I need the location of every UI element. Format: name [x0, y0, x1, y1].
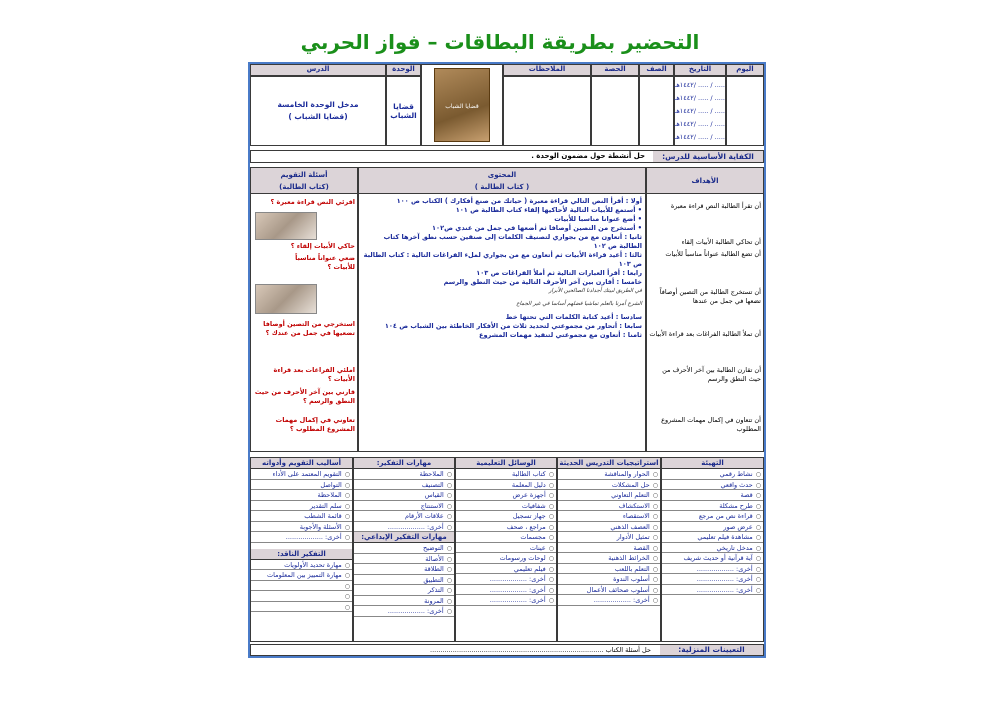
aid-option[interactable]: ○جهاز تسجيل	[456, 511, 556, 522]
strategy-option[interactable]: ○التعلم باللعب	[558, 564, 660, 575]
evaluation-option[interactable]: ○أخرى: ..................	[251, 532, 352, 543]
intro-column	[661, 457, 764, 642]
handwriting-sample-2: الشرع أمرنا بالعلم تماشيا فضلهم أساسا في غير الجماع	[516, 301, 642, 307]
day-column	[726, 76, 764, 146]
evaluation-option[interactable]: ○قائمة الشطب	[251, 511, 352, 522]
aid-option[interactable]: ○فيلم تعليمي	[456, 564, 556, 575]
thinking-option[interactable]: ○الاستنتاج	[354, 501, 454, 512]
evaluation-option[interactable]: ○التواصل	[251, 480, 352, 491]
intro-option[interactable]: ○عرض صور	[662, 522, 763, 533]
assessment-photo-1	[255, 212, 317, 240]
content-line: رابعا : أقرأ العبارات التالية ثم أملأ الفراغات ص ١٠٣	[476, 269, 642, 277]
assessment-item: حاكي الأبيات إلقاء ؟	[290, 242, 355, 250]
content-subtitle: ( كتاب الطالبة )	[474, 183, 530, 191]
intro-option[interactable]: ○نشاط رقمي	[662, 469, 763, 480]
aid-option[interactable]: ○مجسمات	[456, 532, 556, 543]
objective-item: أن تقارن الطالبة بين آخر الأحرف من حيث النطق والرسم	[662, 366, 761, 383]
strategy-option[interactable]: ○تمثيل الأدوار	[558, 532, 660, 543]
critical-option[interactable]: ○مهارة تحديد الأولويات	[251, 560, 352, 571]
objective-item: أن تتعاون في إكمال مهمات المشروع المطلوب	[661, 416, 761, 433]
creative-option[interactable]: ○المرونة	[354, 596, 454, 607]
creative-title: مهارات التفكير الإبداعي:	[354, 532, 454, 543]
assessment-item: تعاوني في إكمال مهمات المشروع المطلوب ؟	[275, 416, 355, 433]
date-row: ..... / ..... /١٤٤٢هـ	[674, 120, 725, 128]
aid-option[interactable]: ○مراجع ، صحف	[456, 522, 556, 533]
evaluation-option[interactable]: ○الملاحظة	[251, 490, 352, 501]
thinking-option[interactable]: ○التصنيف	[354, 480, 454, 491]
date-row: ..... / ..... /١٤٤٢هـ	[674, 133, 725, 141]
evaluation-option[interactable]: ○سلم التقدير	[251, 501, 352, 512]
critical-title: التفكير الناقد:	[251, 549, 352, 560]
content-line: سابعا : أتحاور من مجموعتي لتحديد ثلاث من الأفكار الخاطئة بين الشباب ص ١٠٤	[384, 322, 642, 330]
intro-option[interactable]: ○قصة	[662, 490, 763, 501]
period-column	[591, 76, 639, 146]
date-row: ..... / ..... /١٤٤٢هـ	[674, 81, 725, 89]
notes-column	[503, 76, 591, 146]
critical-option[interactable]: ○مهارة التمييز بين المعلومات	[251, 570, 352, 581]
creative-option[interactable]: ○الأصالة	[354, 554, 454, 565]
critical-option[interactable]: ○	[251, 581, 352, 592]
assessment-item: استخرجي من التصين أوصافا تضعيها في جمل من عندك ؟	[263, 320, 355, 337]
critical-option[interactable]: ○	[251, 602, 352, 613]
unit-value: قضايا الشباب	[390, 102, 417, 120]
aids-title: الوسائل التعليمية	[456, 458, 556, 469]
intro-option[interactable]: ○مشاهدة فيلم تعليمي	[662, 532, 763, 543]
content-header	[359, 168, 645, 194]
objectives-title: الأهداف	[647, 168, 763, 194]
creative-option[interactable]: ○أخرى: ..................	[354, 606, 454, 617]
creative-option[interactable]: ○الطلاقة	[354, 564, 454, 575]
aid-option[interactable]: ○عينات	[456, 543, 556, 554]
period-header: الحصة	[591, 64, 639, 76]
assessment-item: قارني بين آخر الأحرف من حيث النطق والرسم ؟	[254, 388, 355, 405]
assessment-title: أسئلة التقويم	[280, 171, 328, 179]
lesson-value-cell	[250, 76, 386, 146]
strategies-title: استراتيجيات التدريس الحديثة	[559, 459, 659, 467]
aid-option[interactable]: ○أجهزة عرض	[456, 490, 556, 501]
date-row: ..... / ..... /١٤٤٢هـ	[674, 94, 725, 102]
strategies-column	[557, 457, 661, 642]
content-line: ثامنا : أتعاون مع مجموعتي لتنفيذ مهمات المشروع	[478, 331, 642, 339]
content-line: ثانيا : أتعاون مع من بجواري لتصنيف الكلمات إلى صنفين حسب نطق آخرها كتاب الطالبة ص ١٠٢	[383, 233, 642, 250]
objective-item: أن تحاكي الطالبة الأبيات إلقاء	[681, 238, 761, 246]
strategy-option[interactable]: ○حل المشكلات	[558, 480, 660, 491]
critical-option[interactable]: ○	[251, 591, 352, 602]
competency-value: حل أنشطة حول مضمون الوحدة .	[531, 152, 645, 160]
evaluation-option[interactable]: ○الأسئلة والأجوبة	[251, 522, 352, 533]
lesson-header: الدرس	[250, 64, 386, 76]
content-title: المحتوى	[487, 171, 517, 179]
objective-item: أن تقرأ الطالبة النص قراءة معبرة	[670, 202, 761, 210]
intro-option[interactable]: ○أخرى: ..................	[662, 574, 763, 585]
strategy-option[interactable]: ○القصة	[558, 543, 660, 554]
date-row: ..... / ..... /١٤٤٢هـ	[674, 107, 725, 115]
content-line: ثالثا : أعيد قراءة الأبيات ثم أتعاون مع من بجواري لملء الفراغات التالية : كتاب الطالبة ص ١٠٣	[363, 251, 642, 268]
homework-value[interactable]: حل أسئلة الكتاب ....................................................................................	[430, 646, 651, 654]
strategy-option[interactable]: ○أسلوب الندوة	[558, 574, 660, 585]
book-cover-cell	[421, 64, 503, 146]
assessment-item: ضعي عنواناً مناسباً للأبيات ؟	[295, 254, 355, 271]
content-column	[358, 167, 646, 452]
assessment-item: املئي الفراغات بعد قراءة الأبيات ؟	[273, 366, 355, 383]
content-line: أولا : أقرأ النص التالي قراءة معبرة ( حياتك من صنع أفكارك ) الكتاب ص ١٠٠	[396, 197, 642, 205]
thinking-option[interactable]: ○الملاحظة	[354, 469, 454, 480]
homework-row	[250, 644, 764, 656]
objective-item: أن تضع الطالبة عنواناً مناسباً للأبيات	[665, 250, 761, 258]
objective-item: أن تملأ الطالبة الفراغات بعد قراءة الأبيات	[649, 330, 761, 338]
content-line: سادسا : أعيد كتابة الكلمات التي تحتها خط	[505, 313, 642, 321]
homework-label: التعيينات المنزلية:	[660, 645, 763, 655]
strategy-option[interactable]: ○أسلوب صحائف الأعمال	[558, 585, 660, 596]
intro-option[interactable]: ○مدخل تاريخي	[662, 543, 763, 554]
content-line: • أضع عنوانا مناسبا للأبيات	[554, 215, 642, 223]
aid-option[interactable]: ○أخرى: ..................	[456, 574, 556, 585]
lesson-value: مدخل الوحدة الخامسة (قضايا الشباب )	[277, 100, 359, 121]
evaluation-title: أساليب التقويم وأدواته	[251, 458, 352, 469]
strategy-option[interactable]: ○الاستقصاء	[558, 511, 660, 522]
strategy-option[interactable]: ○الخرائط الذهنية	[558, 553, 660, 564]
aid-option[interactable]: ○شفافيات	[456, 501, 556, 512]
day-header: اليوم	[726, 64, 764, 76]
book-title: قضايا الشباب	[445, 103, 479, 110]
evaluation-column	[250, 457, 353, 642]
intro-option[interactable]: ○قراءة نص من مرجع	[662, 511, 763, 522]
unit-header: الوحدة	[386, 64, 421, 76]
aids-column	[455, 457, 557, 642]
creative-option[interactable]: ○التطبيق	[354, 575, 454, 586]
strategy-option[interactable]: ○الحوار والمناقشة	[558, 469, 660, 480]
assessment-subtitle: (كتاب الطالبة)	[279, 183, 329, 191]
date-column	[674, 76, 726, 146]
strategy-option[interactable]: ○العصف الذهني	[558, 522, 660, 533]
assessment-header	[251, 168, 357, 194]
strategy-option[interactable]: ○التعلم التعاوني	[558, 490, 660, 501]
thinking-option[interactable]: ○علاقات الأرقام	[354, 511, 454, 522]
intro-option[interactable]: ○آية قرآنية أو حديث شريف	[662, 553, 763, 564]
aid-option[interactable]: ○أخرى: ..................	[456, 595, 556, 606]
evaluation-option[interactable]: ○التقويم المعتمد على الأداء	[251, 469, 352, 480]
strategy-option[interactable]: ○أخرى: ..................	[558, 595, 660, 606]
lesson-card	[248, 62, 766, 658]
assessment-item: اقرئي النص قراءة معبرة ؟	[270, 198, 355, 206]
class-column	[639, 76, 674, 146]
content-line: خامسا : أقارن بين آخر الأحرف التالية من حيث النطق والرسم	[443, 278, 642, 286]
class-header: الصف	[639, 64, 674, 76]
book-cover-image	[434, 68, 490, 142]
intro-option[interactable]: ○أخرى: ..................	[662, 564, 763, 575]
objective-item: أن تستخرج الطالبة من التصين أوصافاً تضعها في جمل من عندها	[659, 288, 761, 305]
competency-label: الكفاية الأساسية للدرس:	[653, 151, 763, 162]
aid-option[interactable]: ○أخرى: ..................	[456, 585, 556, 596]
content-line: • أستخرج من التصين أوصافا ثم أضعها في جمل من عندي ص١٠٢	[432, 224, 642, 232]
intro-option[interactable]: ○طرح مشكلة	[662, 501, 763, 512]
intro-title: التهيئة	[662, 458, 763, 469]
creative-option[interactable]: ○التوضيح	[354, 543, 454, 554]
handwriting-sample-1: في الطريق لبيتك أجدادنا الصالحين الأبرار	[548, 288, 642, 294]
creative-option[interactable]: ○التذكر	[354, 585, 454, 596]
aid-option[interactable]: ○دليل المعلمة	[456, 480, 556, 491]
intro-option[interactable]: ○حدث واقعي	[662, 480, 763, 491]
thinking-option[interactable]: ○القياس	[354, 490, 454, 501]
assessment-photo-2	[255, 284, 317, 314]
assessment-column	[250, 167, 358, 452]
date-header: التاريخ	[674, 64, 726, 76]
aid-option[interactable]: ○كتاب الطالبة	[456, 469, 556, 480]
unit-value-cell	[386, 76, 421, 146]
strategy-option[interactable]: ○الاستكشاف	[558, 501, 660, 512]
thinking-option[interactable]: ○أخرى: ..................	[354, 522, 454, 533]
intro-option[interactable]: ○أخرى: ..................	[662, 585, 763, 596]
objectives-column	[646, 167, 764, 452]
page-title: التحضير بطريقة البطاقات – فواز الحربي	[300, 30, 700, 54]
content-line: • أستمع للأبيات التالية لأحاكيها إلقاء كتاب الطالبة ص ١٠١	[455, 206, 642, 214]
thinking-title: مهارات التفكير:	[354, 458, 454, 469]
notes-header: الملاحظات	[503, 64, 591, 76]
aid-option[interactable]: ○لوحات ورسومات	[456, 553, 556, 564]
competency-row	[250, 150, 764, 163]
thinking-column	[353, 457, 455, 642]
